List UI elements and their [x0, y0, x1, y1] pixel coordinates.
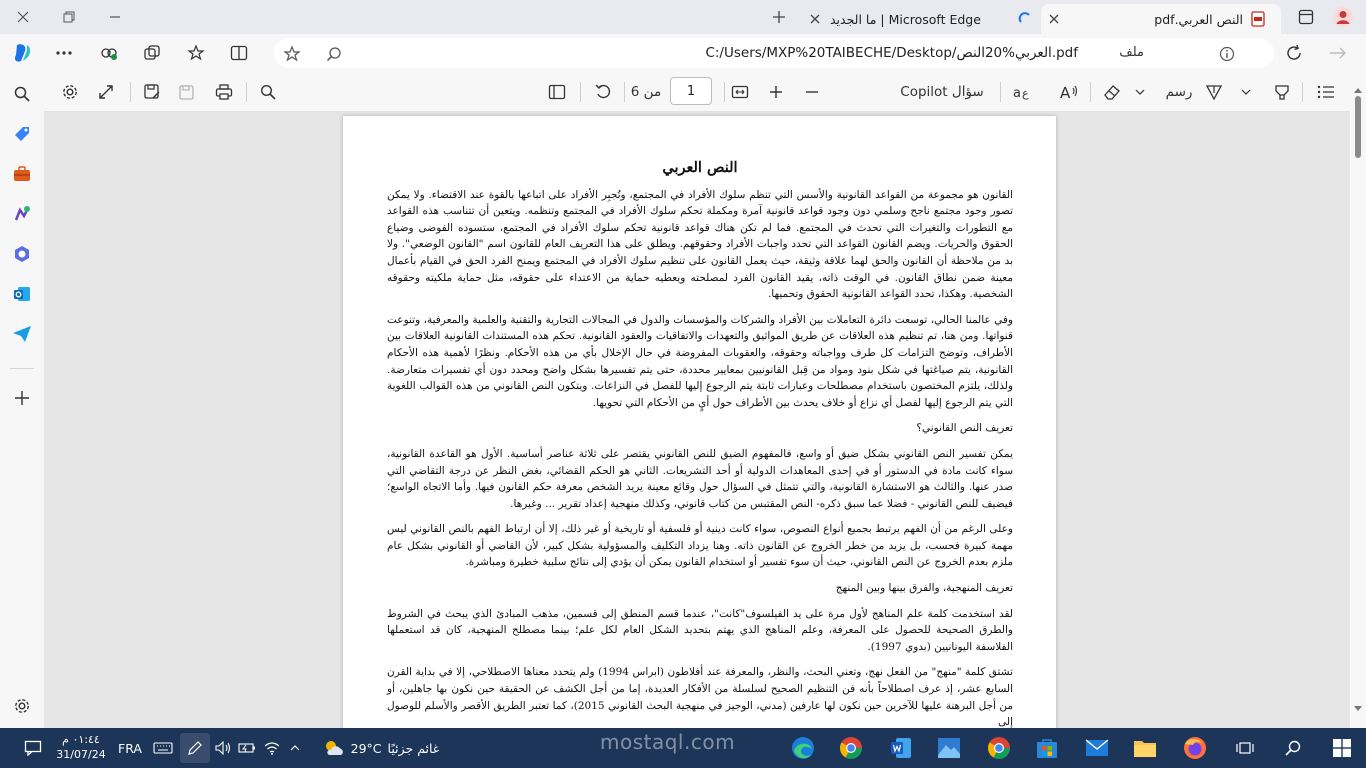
- battery-button[interactable]: [236, 733, 258, 763]
- loading-spinner-icon: [1018, 12, 1032, 26]
- arrow-right-icon: [1329, 46, 1347, 60]
- restore-icon: [63, 11, 75, 23]
- add-favorite-button[interactable]: [278, 39, 306, 69]
- copilot-icon: [11, 42, 33, 64]
- collections-button[interactable]: [138, 38, 166, 68]
- taskbar-mail[interactable]: [1080, 733, 1114, 763]
- mail-icon: [1085, 739, 1109, 757]
- tab-title: النص العربي.pdf: [1154, 11, 1243, 27]
- copilot-button[interactable]: [6, 38, 38, 68]
- collections-icon: [143, 44, 161, 62]
- chrome-icon: [838, 735, 864, 761]
- weather-widget[interactable]: [316, 733, 446, 763]
- erase-dropdown[interactable]: [1130, 80, 1150, 104]
- scroll-up-icon: [1354, 87, 1362, 93]
- sidebar-games-button[interactable]: [8, 200, 36, 228]
- vertical-scrollbar[interactable]: [1350, 86, 1366, 728]
- extensions-icon: [100, 44, 118, 62]
- show-hidden-icons-button[interactable]: [286, 733, 304, 763]
- outlook-icon: [12, 284, 32, 304]
- pdf-settings-button[interactable]: [58, 80, 82, 104]
- pdf-toolbar: [44, 72, 1366, 112]
- taskbar-file-explorer[interactable]: [1128, 733, 1162, 763]
- close-icon: [17, 11, 29, 23]
- weather-condition: غائم جزئيًا: [387, 740, 440, 756]
- close-tab-icon[interactable]: [1049, 14, 1059, 24]
- task-view-button[interactable]: [1230, 733, 1260, 763]
- navigation-bar: [0, 34, 1366, 72]
- task-view-icon: [1236, 740, 1254, 756]
- folder-icon: [1133, 738, 1157, 758]
- svg-text:ع: ع: [1022, 87, 1029, 100]
- scroll-down-icon: [1354, 706, 1362, 712]
- svg-text:a: a: [1013, 86, 1021, 101]
- chevron-down-icon: [1135, 89, 1145, 95]
- rotate-icon: [594, 83, 612, 101]
- network-button[interactable]: [260, 733, 284, 763]
- photos-icon: [937, 737, 961, 759]
- read-aloud-button[interactable]: [1056, 80, 1082, 104]
- chrome-icon: [986, 735, 1012, 761]
- chevron-down-icon: [1241, 89, 1251, 95]
- section-heading: تعريف النص القانوني؟: [916, 422, 1013, 435]
- svg-text:A: A: [1060, 84, 1071, 101]
- minimize-window-button[interactable]: [92, 0, 138, 34]
- scrollbar-thumb[interactable]: [1355, 96, 1361, 158]
- tab-pdf[interactable]: [1041, 4, 1281, 34]
- search-icon: [260, 84, 276, 100]
- microsoft365-icon: [12, 244, 32, 264]
- volume-button[interactable]: [212, 733, 234, 763]
- search-icon: [326, 46, 342, 62]
- paragraph: وفي عالمنا الحالي، توسعت دائرة التعاملات بين الأفراد والشركات والمؤسسات والدول في المجالات التجارية والتقنية والعلمية والمعرفية، وتنوعت قنواتها. ومن هنا، تم تنظيم هذه العلاقات عن طريق المواثيق والتعهدات والاتفاقيات والعقود القانونية. تحكم هذه المستندات القانونية العلاقات بين الأطراف، وتوضح التزامات كل طرف وواجباته وحقوقه، والعقوبات المفروضة في حال الإخلال بأي من هذه الأحكام. ونظرًا لأهمية هذه الأحكام القانونية، يتم صياغتها في شكل بنود ومواد من قِبل القانونيين بمعايير محددة، حتى يتم تفسيرها بشكل واضح ومحدد دون أي تفسيرات متعارضة. ولذلك، يلتزم المختصون باستخدام مصطلحات وعبارات ثابتة يتم الرجوع إليها للفصل في النزاعات. ويتكون النص القانوني من هذه القوالب اللغوية التي يتم الرجوع إليها لفصل أي نزاع أو خلاف يحدث بين الأطراف حول أيٍ من الأحكام التي تحويها.: [387, 313, 1013, 409]
- find-button[interactable]: [320, 39, 348, 69]
- toolbox-icon: [12, 165, 32, 183]
- ask-copilot-button[interactable]: سؤال Copilot: [900, 84, 984, 100]
- notifications-button[interactable]: [18, 733, 48, 763]
- clock-date: 31/07/24: [56, 748, 106, 761]
- keyboard-icon: [153, 742, 173, 754]
- toolbar-separator: [1090, 82, 1091, 102]
- page-view-button[interactable]: [544, 80, 570, 104]
- shopping-tag-icon: [12, 124, 32, 144]
- file-label: ملف: [1119, 45, 1144, 60]
- weather-temperature: 29°C: [350, 740, 382, 756]
- restore-window-button[interactable]: [46, 0, 92, 34]
- translate-icon: [1013, 83, 1033, 101]
- word-icon: [889, 736, 913, 760]
- address-bar[interactable]: [274, 38, 1274, 68]
- more-icon: [56, 51, 72, 55]
- favorites-icon: [187, 44, 205, 62]
- pen-menu-button[interactable]: [180, 733, 210, 763]
- toolbar-separator: [1302, 82, 1303, 102]
- list-icon: [1317, 85, 1335, 99]
- taskbar-firefox[interactable]: [1178, 733, 1212, 763]
- highlighter-icon: [1273, 83, 1291, 101]
- windows-logo-icon: [1333, 739, 1351, 757]
- plus-icon: [14, 390, 30, 406]
- wifi-icon: [263, 741, 281, 755]
- rotate-button[interactable]: [590, 80, 616, 104]
- system-clock[interactable]: [56, 732, 106, 762]
- toolbar-separator: [624, 82, 625, 102]
- taskbar-chrome-alt[interactable]: [834, 733, 868, 763]
- draw-label[interactable]: رسم: [1165, 84, 1193, 100]
- input-language[interactable]: FRA: [118, 740, 142, 756]
- title-bar: [0, 0, 1366, 34]
- translate-button[interactable]: [1010, 80, 1036, 104]
- gear-icon: [13, 697, 31, 715]
- favorites-button[interactable]: [182, 38, 210, 68]
- new-tab-button[interactable]: [764, 2, 794, 32]
- erase-button[interactable]: [1100, 80, 1124, 104]
- pdf-page: [343, 116, 1056, 728]
- start-button[interactable]: [1326, 733, 1358, 763]
- draw-dropdown[interactable]: [1236, 80, 1256, 104]
- taskbar-search-button[interactable]: [1278, 733, 1308, 763]
- draw-button[interactable]: [1202, 80, 1226, 104]
- save-as-icon: [143, 83, 161, 101]
- games-icon: [12, 204, 32, 224]
- document-body: [387, 160, 1013, 728]
- paragraph: يمكن تفسير النص القانوني بشكل ضيق أو واسع، فالمفهوم الضيق للنص القانوني يقتصر على ثلاثة عناصر أساسية. الأول هو القاعدة القانونية، سواء كانت مادة في الدستور أو في إحدى المعاهدات الدولية أو أحد التشريعات. الثاني هو الحكم القضائي، بغض النظر عن درجة التقاضي التي صدر عنها. والثالث هو الاستشارة القانونية، والتي تتمثل في السؤال حول وقائع معينة يريد الشخص معرفة حكم القانون فيها. وأما الاتجاه الواسع؛ فيضيف للنص القانوني - فضلا عما سبق ذكره- النص المقتبس من كتاب قانوني، وكذلك منهجية إعداد تقرير ... وغيرها.: [387, 447, 1013, 510]
- profile-icon: [1332, 6, 1354, 28]
- page-view-icon: [548, 84, 566, 100]
- plus-icon: [772, 10, 786, 24]
- toolbar-separator: [580, 82, 581, 102]
- print-button[interactable]: [212, 80, 236, 104]
- taskbar-edge[interactable]: [786, 733, 820, 763]
- search-icon: [1284, 739, 1302, 757]
- fit-width-button[interactable]: [728, 80, 752, 104]
- volume-icon: [215, 741, 231, 755]
- document-title: النص العربي: [662, 159, 738, 176]
- gear-icon: [61, 83, 79, 101]
- fullscreen-button[interactable]: [94, 80, 118, 104]
- paragraph: وعلى الرغم من أن الفهم يرتبط بجميع أنواع النصوص، سواء كانت دينية أو فلسفية أو تاريخية أو غير ذلك، إلا أن ارتباط الفهم بالنص القانوني ليس مهمة كبيرة فحسب، بل يزيد من خطر الخروج عن القانون ذاته. وهنا يزداد التكليف والمسؤولية بشكل كبير، لأن القاضي أو القانوني بشكل عام ملزم بعدم الخروج عن النص القانوني، حيث أن سوء تفسير أو استخدام القانون يمكن أن يؤدي إلى نتائج سلبية خطيرة ومباشرة.: [387, 523, 1013, 569]
- send-icon: [12, 325, 32, 343]
- close-tab-icon[interactable]: [810, 14, 820, 24]
- refresh-button[interactable]: [1280, 38, 1308, 68]
- profile-avatar[interactable]: [1328, 2, 1358, 32]
- sidebar-add-button[interactable]: [8, 384, 36, 412]
- toolbar-separator: [130, 82, 131, 102]
- site-info-button[interactable]: [1216, 39, 1238, 69]
- split-screen-button[interactable]: [225, 38, 253, 68]
- split-screen-icon: [230, 45, 248, 61]
- page-number-input[interactable]: 1: [670, 77, 712, 105]
- chevron-up-icon: [290, 745, 300, 751]
- sidebar-drop-button[interactable]: [8, 320, 36, 348]
- tab-title: ما الجديد | Microsoft Edge: [830, 11, 981, 27]
- zoom-in-button[interactable]: [764, 80, 788, 104]
- pen-icon: [187, 740, 203, 756]
- paragraph: لقد استخدمت كلمة علم المناهج لأول مرة على يد الفيلسوف"كانت"، عندما قسم المنطق إلى قسمين، مذهب المبادئ الذي يبحث في الشروط والطرق الصحيحة للحصول على المعرفة، وعلم المناهج الذي يهتم بتحديد الشكل العام لكل علم؛ بينما مصطلح المنهجية، كان قد استعملها الفلاسفة اليونانيين (بدوي 1997).: [387, 607, 1013, 653]
- fit-width-icon: [731, 85, 749, 99]
- store-icon: [1035, 737, 1059, 759]
- expand-icon: [98, 84, 114, 100]
- eraser-icon: [1103, 83, 1121, 101]
- url-text[interactable]: C:/Users/MXP%20TAIBECHE/Desktop/العربي%20النص.pdf: [705, 45, 1078, 61]
- save-icon: [178, 84, 195, 101]
- taskbar-store[interactable]: [1030, 733, 1064, 763]
- star-icon: [283, 45, 301, 63]
- extensions-button[interactable]: [95, 38, 123, 68]
- paragraph: تشتق كلمة "منهج" من الفعل نهج، وتعني البحث، والنظر، والمعرفة عند أفلاطون (ابراس 1994) ولم يتحدد معناها الاصطلاحي، إلا في بداية القرن السابع عشر، إذ عرف اصطلاحاً بأنه فن التنظيم الصحيح لسلسلة من الأفكار العديدة، إما من أجل الكشف عن الحقيقة حين نكون بها جاهلين، أو من أجل البرهنة عليها للآخرين حين نكون لها عارفين (مدني، الوجيز في منهجية البحث القانوني 2015)، كما تعتبر الطريق الأقصر والأسلم للوصول إلى: [387, 666, 1014, 728]
- read-aloud-icon: [1059, 83, 1079, 101]
- watermark-text: mostaql.com: [600, 730, 736, 754]
- section-heading: تعريف المنهجية، والفرق بينها وبين المنهج: [835, 582, 1013, 595]
- toolbar-separator: [246, 82, 247, 102]
- minimize-icon: [109, 11, 121, 23]
- partly-cloudy-icon: [323, 739, 345, 757]
- save-button[interactable]: [174, 80, 198, 104]
- sidebar-settings-button[interactable]: [8, 692, 36, 720]
- edge-icon: [790, 735, 816, 761]
- paragraph: القانون هو مجموعة من القواعد القانونية والأسس التي تنظم سلوك الأفراد في المجتمع، وتُجبِر الأفراد على اتباعها بالقوة عند الاقتضاء. ولا يمكن تصور وجود مجتمع ناجح وسلمي دون وجود قواعد قانونية آمرة ومكملة تحكم سلوك الأفراد في المجتمع وتنظمه. ويتعين أن تتناسب هذه القواعد مع التطورات والتغيرات التي تحدث في المجتمع. فما لم تكن هناك قواعد قانونية تحكم سلوك الأفراد في المجتمع، ستسوده الفوضى وضياع الحقوق والحريات. ويضم القانون القواعد التي تحدد واجبات الأفراد وحقوقهم. ويطلق على هذا التعريف العام للقانون اسم "القانون الوضعي". ولا بد من ملاحظة أن القانون والحق لهما علاقة وثيقة، حيث يعمل القانون على تنظيم سلوك الأفراد في المجتمع ويمنح الفرد الحق في القيام بأعمال معينة ضمن نطاق القانون. في الوقت ذاته، يقيد القانون الفرد لمصلحته ويعطيه حماية من الاعتداء على حقوقه، مثل حماية ملكيته وحقوقه الشخصية. وهكذا، تحدد القواعد القانونية الحقوق وتحميها.: [387, 188, 1013, 301]
- firefox-icon: [1182, 735, 1208, 761]
- tab-actions-icon: [1298, 9, 1314, 25]
- sidebar-microsoft365-button[interactable]: [8, 240, 36, 268]
- pdf-file-icon: [1251, 11, 1265, 27]
- contents-button[interactable]: [1314, 80, 1338, 104]
- sidebar-search-button[interactable]: [8, 80, 36, 108]
- clock-time: ٠١:٤٤ م: [62, 733, 100, 746]
- page-total-label: من 6: [630, 84, 662, 100]
- tab-actions-button[interactable]: [1292, 2, 1320, 32]
- forward-button[interactable]: [1324, 38, 1352, 68]
- windows-taskbar: [0, 728, 1366, 768]
- pdf-viewport[interactable]: [44, 112, 1350, 728]
- sidebar-shopping-button[interactable]: [8, 120, 36, 148]
- pdf-search-button[interactable]: [256, 80, 280, 104]
- minus-icon: [805, 85, 819, 99]
- close-window-button[interactable]: [0, 0, 46, 34]
- taskbar-word[interactable]: [884, 733, 918, 763]
- tab-whats-new[interactable]: [802, 4, 1040, 34]
- refresh-icon: [1285, 44, 1303, 62]
- sidebar-outlook-button[interactable]: [8, 280, 36, 308]
- save-as-button[interactable]: [140, 80, 164, 104]
- sidebar-tools-button[interactable]: [8, 160, 36, 188]
- notification-icon: [24, 740, 42, 756]
- zoom-out-button[interactable]: [800, 80, 824, 104]
- edge-sidebar: [0, 72, 44, 728]
- search-icon: [13, 85, 31, 103]
- print-icon: [215, 84, 233, 100]
- plus-icon: [769, 85, 783, 99]
- toolbar-separator: [724, 82, 725, 102]
- highlight-button[interactable]: [1270, 80, 1294, 104]
- taskbar-chrome[interactable]: [982, 733, 1016, 763]
- info-icon: [1219, 46, 1235, 62]
- taskbar-photos[interactable]: [932, 733, 966, 763]
- toolbar-separator: [1000, 82, 1001, 102]
- more-options-button[interactable]: [50, 38, 78, 68]
- sidebar-divider: [10, 368, 34, 369]
- keyboard-button[interactable]: [150, 733, 176, 763]
- battery-icon: [238, 742, 256, 754]
- pen-icon: [1205, 83, 1223, 101]
